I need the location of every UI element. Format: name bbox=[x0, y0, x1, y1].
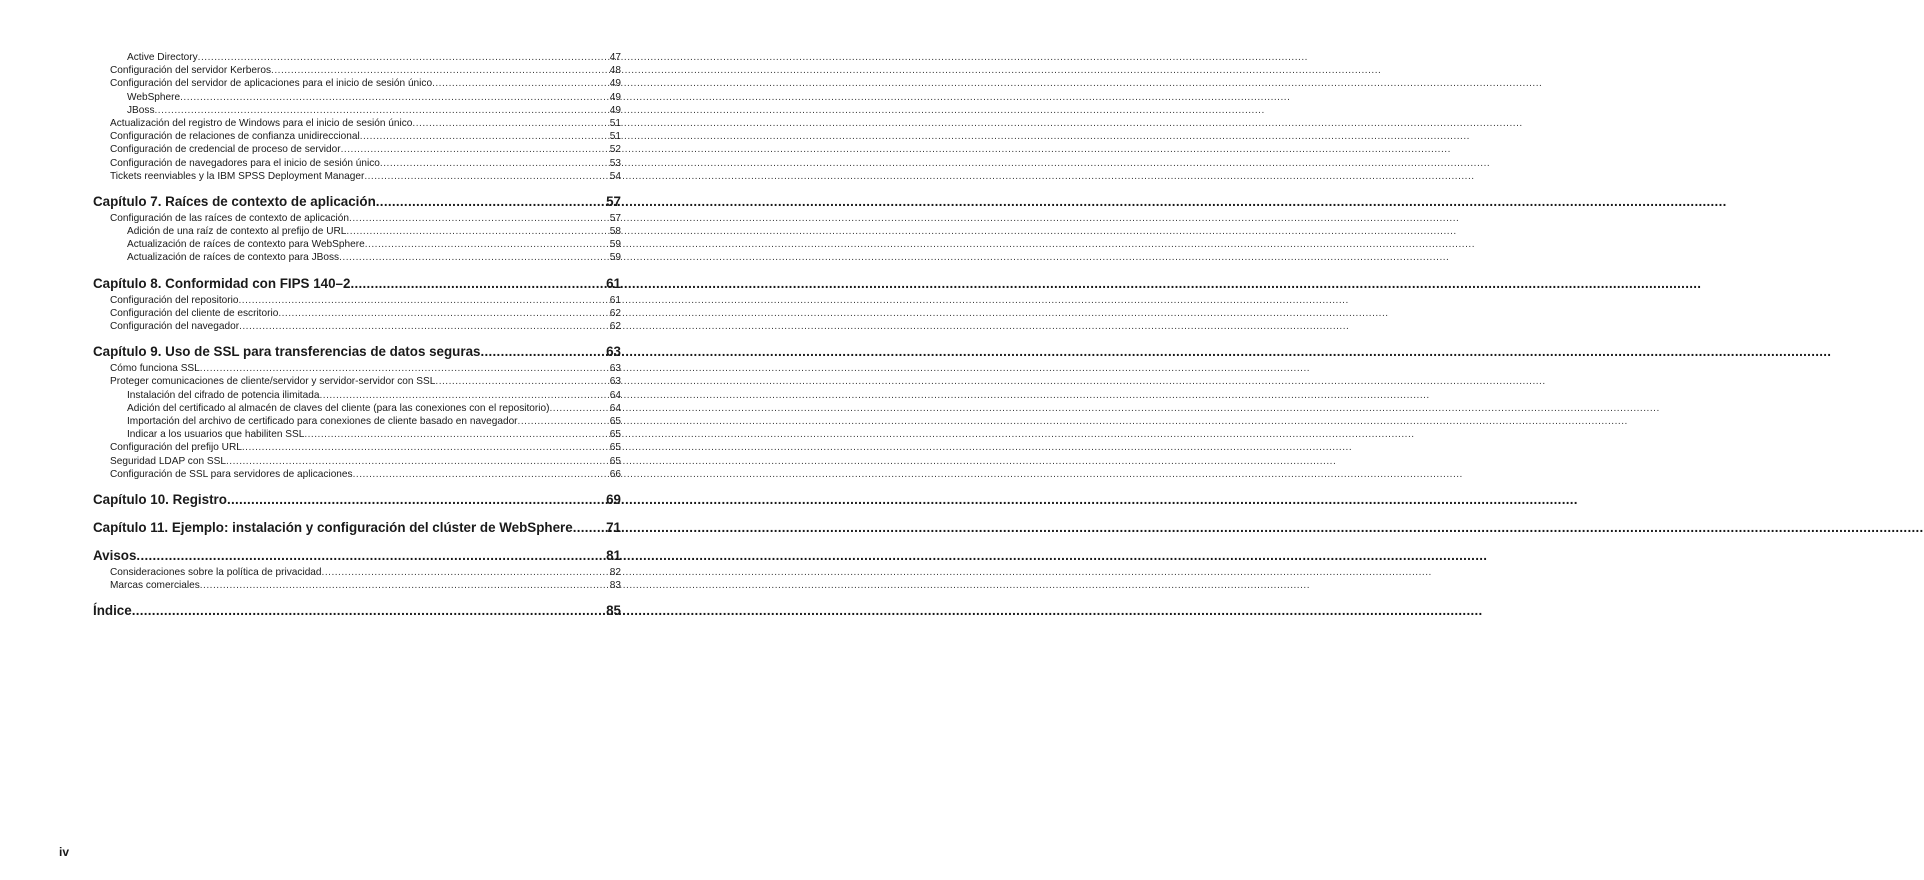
toc-entry-page: 49 bbox=[609, 91, 621, 103]
toc-entry[interactable] bbox=[93, 415, 621, 428]
toc-entry[interactable] bbox=[93, 212, 621, 225]
toc-entry-title: JBoss bbox=[127, 104, 155, 116]
dot-leader bbox=[339, 251, 609, 264]
dot-leader bbox=[242, 441, 609, 454]
dot-leader bbox=[435, 375, 608, 388]
toc-entry-page: 57 bbox=[609, 212, 621, 224]
toc-entry-title: Configuración de navegadores para el inicio de sesión único bbox=[110, 157, 380, 169]
toc-entry[interactable] bbox=[93, 362, 621, 375]
toc-entry-page: 65 bbox=[609, 429, 621, 441]
toc-entry-title: Adición de una raíz de contexto al prefijo de URL bbox=[127, 226, 347, 238]
toc-entry[interactable] bbox=[93, 238, 621, 251]
toc-entry-title: Configuración de credencial de proceso de servidor bbox=[110, 144, 341, 156]
toc-entry-page: 49 bbox=[609, 78, 621, 90]
dot-leader bbox=[360, 130, 609, 143]
toc-entry-page: 71 bbox=[606, 519, 621, 535]
toc-entry[interactable] bbox=[93, 170, 621, 183]
toc-entry-page: 83 bbox=[609, 580, 621, 592]
dot-leader bbox=[200, 579, 609, 592]
toc-entry-page: 63 bbox=[609, 376, 621, 388]
toc-entry-title: Avisos bbox=[93, 547, 137, 563]
page-number: iv bbox=[59, 845, 70, 859]
toc-chapter-entry[interactable] bbox=[93, 343, 621, 361]
toc-entry[interactable] bbox=[93, 294, 621, 307]
toc-chapter-entry[interactable] bbox=[93, 547, 621, 565]
toc-entry-title: Instalación del cifrado de potencia ilimitada bbox=[127, 389, 320, 401]
dot-leader bbox=[226, 455, 609, 468]
toc-entry-page: 65 bbox=[609, 455, 621, 467]
toc-entry[interactable] bbox=[93, 104, 621, 117]
toc-entry-page: 53 bbox=[609, 157, 621, 169]
toc-entry-title: Capítulo 9. Uso de SSL para transferencias de datos seguras bbox=[93, 344, 481, 360]
toc-entry-title: Marcas comerciales bbox=[110, 580, 200, 592]
dot-leader bbox=[480, 343, 602, 361]
toc-chapter-entry[interactable] bbox=[93, 193, 621, 211]
toc-entry[interactable] bbox=[93, 455, 621, 468]
toc-entry[interactable] bbox=[93, 441, 621, 454]
toc-chapter-entry[interactable] bbox=[93, 491, 621, 509]
toc-entry-title: Proteger comunicaciones de cliente/servidor y servidor-servidor con SSL bbox=[110, 376, 436, 388]
toc-entry[interactable] bbox=[93, 91, 621, 104]
toc-entry[interactable] bbox=[93, 77, 621, 90]
toc-entry-title: Capítulo 8. Conformidad con FIPS 140–2 bbox=[93, 275, 351, 291]
dot-leader bbox=[341, 143, 609, 156]
toc-entry-page: 48 bbox=[609, 65, 621, 77]
toc-entry-title: Índice bbox=[93, 603, 132, 619]
toc-entry-page: 51 bbox=[609, 117, 621, 129]
toc-entry-page: 62 bbox=[609, 321, 621, 332]
toc-entry-page: 59 bbox=[609, 239, 621, 251]
dot-leader bbox=[271, 64, 609, 77]
toc-entry[interactable] bbox=[93, 225, 621, 238]
dot-leader bbox=[155, 104, 609, 117]
dot-leader bbox=[322, 566, 609, 579]
toc-entry-page: 81 bbox=[606, 547, 621, 563]
toc-entry-page: 54 bbox=[609, 170, 621, 182]
toc-chapter-entry[interactable] bbox=[93, 275, 621, 293]
dot-leader bbox=[364, 170, 608, 183]
toc-entry-title: Consideraciones sobre la política de privacidad bbox=[110, 566, 322, 578]
toc-entry-page: 65 bbox=[609, 442, 621, 454]
dot-leader bbox=[349, 212, 609, 225]
dot-leader bbox=[180, 91, 609, 104]
table-of-contents bbox=[93, 51, 621, 621]
toc-entry-title: Capítulo 10. Registro bbox=[93, 491, 227, 507]
toc-entry-page: 51 bbox=[609, 131, 621, 143]
toc-entry-title: Actualización de raíces de contexto para JBoss bbox=[127, 252, 340, 264]
toc-entry-page: 64 bbox=[609, 389, 621, 401]
dot-leader bbox=[412, 117, 608, 130]
dot-leader bbox=[365, 238, 609, 251]
toc-entry[interactable] bbox=[93, 307, 621, 320]
toc-entry-title: Capítulo 7. Raíces de contexto de aplicación bbox=[93, 193, 376, 209]
dot-leader bbox=[132, 602, 602, 620]
toc-entry[interactable] bbox=[93, 64, 621, 77]
toc-entry-page: 52 bbox=[609, 144, 621, 156]
toc-entry-title: Configuración de SSL para servidores de aplicaciones bbox=[110, 468, 353, 480]
dot-leader bbox=[239, 294, 609, 307]
toc-entry-title: Configuración del servidor de aplicaciones para el inicio de sesión único bbox=[110, 78, 433, 90]
toc-entry-title: Configuración de las raíces de contexto de aplicación bbox=[110, 212, 350, 224]
dot-leader bbox=[353, 468, 609, 481]
toc-entry-title: Seguridad LDAP con SSL bbox=[110, 455, 226, 467]
toc-chapter-entry[interactable] bbox=[93, 602, 621, 620]
toc-entry-title: Configuración del cliente de escritorio bbox=[110, 307, 279, 319]
toc-entry-title: Cómo funciona SSL bbox=[110, 363, 200, 375]
toc-entry-page: 63 bbox=[606, 344, 621, 360]
toc-entry-title: Actualización del registro de Windows para el inicio de sesión único bbox=[110, 117, 413, 129]
toc-entry-title: Actualización de raíces de contexto para WebSphere bbox=[127, 239, 365, 251]
toc-entry[interactable] bbox=[93, 117, 621, 130]
toc-entry[interactable] bbox=[93, 130, 621, 143]
dot-leader bbox=[200, 362, 609, 375]
dot-leader bbox=[304, 428, 608, 441]
toc-entry-page: 64 bbox=[609, 402, 621, 414]
dot-leader bbox=[198, 51, 609, 64]
toc-entry-page: 47 bbox=[609, 52, 621, 63]
toc-entry-title: Active Directory bbox=[127, 52, 198, 63]
toc-entry-page: 69 bbox=[606, 491, 621, 507]
toc-entry-title: Configuración del servidor Kerberos bbox=[110, 65, 272, 77]
toc-entry-title: Configuración del repositorio bbox=[110, 294, 239, 306]
toc-entry-page: 59 bbox=[609, 252, 621, 264]
dot-leader bbox=[376, 193, 602, 211]
dot-leader bbox=[518, 415, 609, 428]
toc-entry-title: Tickets reenviables y la IBM SPSS Deployment Manager bbox=[110, 170, 365, 182]
toc-entry[interactable] bbox=[93, 402, 621, 415]
dot-leader bbox=[549, 402, 608, 415]
toc-entry[interactable] bbox=[93, 320, 621, 333]
toc-entry-page: 61 bbox=[606, 275, 621, 291]
dot-leader bbox=[239, 320, 609, 333]
toc-entry[interactable] bbox=[93, 566, 621, 579]
toc-chapter-entry[interactable] bbox=[93, 519, 621, 537]
toc-entry-page: 65 bbox=[609, 415, 621, 427]
toc-entry[interactable] bbox=[93, 375, 621, 388]
toc-entry-page: 58 bbox=[609, 226, 621, 238]
toc-entry-page: 63 bbox=[609, 363, 621, 375]
toc-entry[interactable] bbox=[93, 51, 621, 64]
toc-entry-title: Configuración del prefijo URL bbox=[110, 442, 242, 454]
toc-entry-title: Adición del certificado al almacén de claves del cliente (para las conexiones con el repositorio) bbox=[127, 402, 550, 414]
toc-entry[interactable] bbox=[93, 143, 621, 156]
dot-leader bbox=[278, 307, 608, 320]
dot-leader bbox=[227, 491, 602, 509]
toc-entry[interactable] bbox=[93, 579, 621, 592]
toc-entry-title: Capítulo 11. Ejemplo: instalación y configuración del clúster de WebSphere bbox=[93, 519, 573, 535]
toc-entry-title: Configuración del navegador bbox=[110, 321, 240, 332]
toc-entry-title: Indicar a los usuarios que habiliten SSL bbox=[127, 429, 305, 441]
toc-entry[interactable] bbox=[93, 428, 621, 441]
toc-entry[interactable] bbox=[93, 251, 621, 264]
toc-entry[interactable] bbox=[93, 389, 621, 402]
dot-leader bbox=[432, 77, 609, 90]
dot-leader bbox=[346, 225, 608, 238]
toc-entry[interactable] bbox=[93, 468, 621, 481]
dot-leader bbox=[380, 157, 609, 170]
toc-entry-title: WebSphere bbox=[127, 91, 181, 103]
dot-leader bbox=[319, 389, 608, 402]
dot-leader bbox=[573, 519, 602, 537]
toc-entry-title: Configuración de relaciones de confianza unidireccional bbox=[110, 131, 360, 143]
toc-entry-page: 66 bbox=[609, 468, 621, 480]
dot-leader bbox=[350, 275, 602, 293]
toc-entry-title: Importación del archivo de certificado para conexiones de cliente basado en navegador bbox=[127, 415, 518, 427]
toc-entry-page: 85 bbox=[606, 603, 621, 619]
toc-entry-page: 49 bbox=[609, 104, 621, 116]
toc-entry-page: 62 bbox=[609, 307, 621, 319]
toc-entry-page: 57 bbox=[606, 193, 621, 209]
dot-leader bbox=[136, 547, 602, 565]
toc-entry-page: 61 bbox=[609, 294, 621, 306]
toc-entry[interactable] bbox=[93, 157, 621, 170]
toc-entry-page: 82 bbox=[609, 566, 621, 578]
